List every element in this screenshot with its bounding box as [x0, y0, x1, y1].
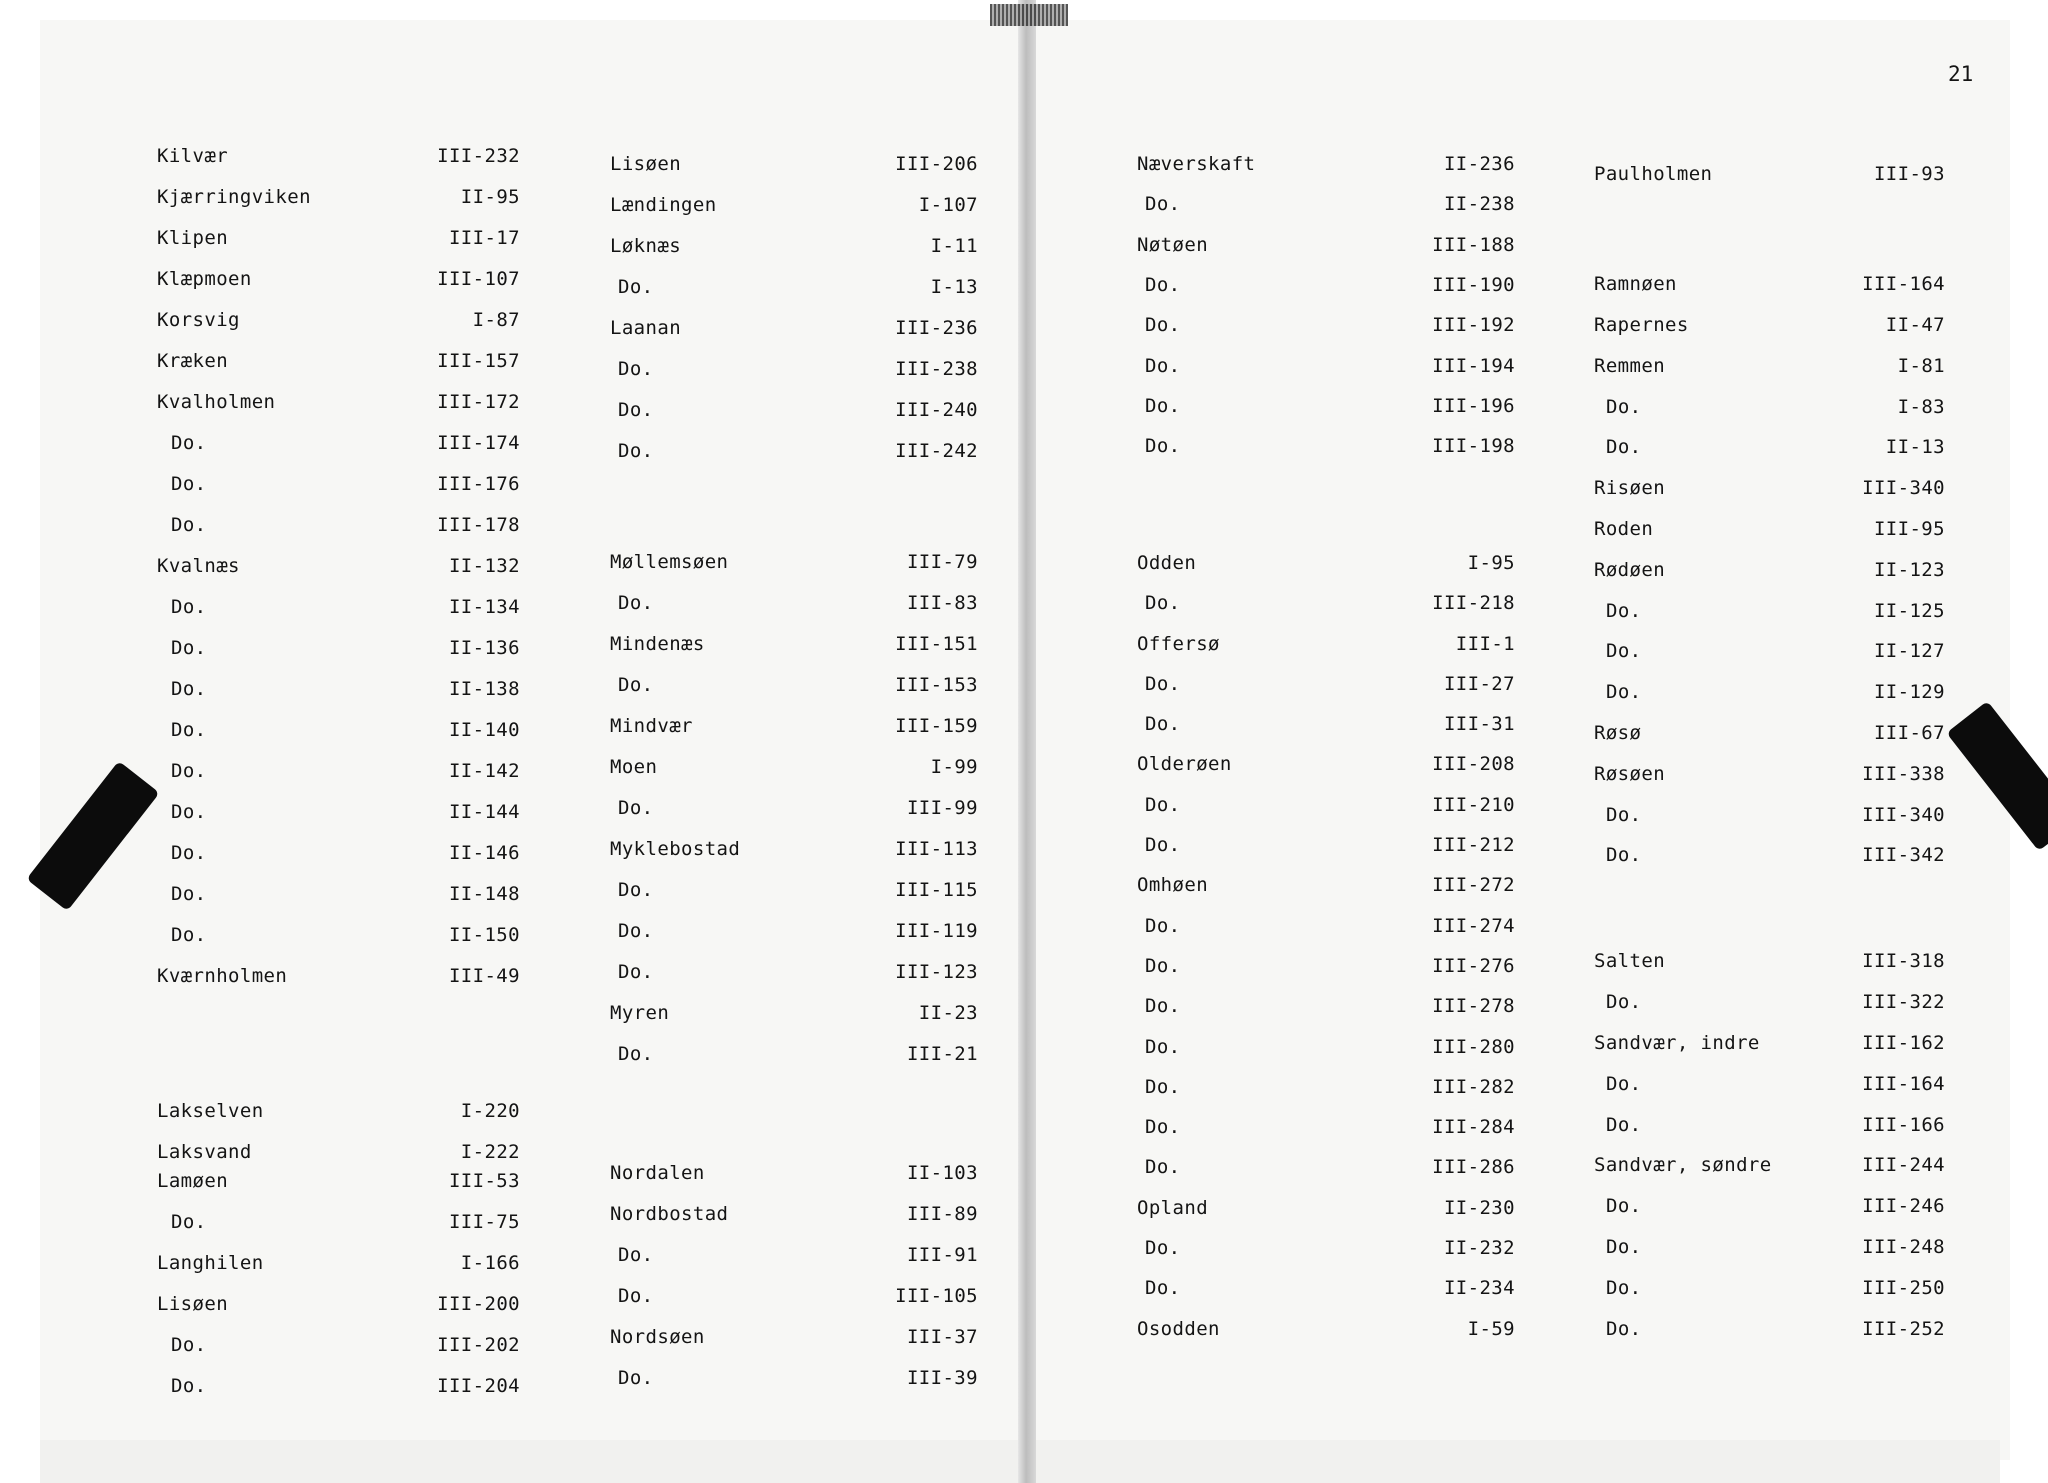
place-name: Do. [171, 924, 207, 946]
place-name: Do. [171, 1334, 207, 1356]
place-name: Nordbostad [610, 1203, 729, 1225]
volume-reference: I-83 [1897, 396, 1945, 418]
volume-reference: III-238 [895, 358, 978, 380]
place-name: Offersø [1137, 633, 1220, 655]
volume-reference: III-280 [1432, 1036, 1515, 1058]
place-name: Do. [1145, 673, 1181, 695]
place-name: Klipen [157, 227, 229, 249]
volume-reference: I-81 [1897, 355, 1945, 377]
place-name: Do. [1145, 1116, 1181, 1138]
place-name: Do. [1606, 1114, 1642, 1136]
volume-reference: III-79 [906, 551, 978, 573]
place-name: Myren [610, 1002, 670, 1024]
place-name: Kjærringviken [157, 186, 311, 208]
place-name: Do. [618, 399, 654, 421]
place-name: Do. [1145, 592, 1181, 614]
place-name: Do. [1606, 396, 1642, 418]
place-name: Do. [1145, 1277, 1181, 1299]
volume-reference: III-248 [1862, 1236, 1945, 1258]
volume-reference: III-340 [1862, 804, 1945, 826]
place-name: Osodden [1137, 1318, 1220, 1340]
volume-reference: III-274 [1432, 915, 1515, 937]
place-name: Olderøen [1137, 753, 1232, 775]
volume-reference: III-89 [906, 1203, 978, 1225]
volume-reference: III-27 [1443, 673, 1515, 695]
place-name: Do. [171, 842, 207, 864]
volume-reference: III-322 [1862, 991, 1945, 1013]
volume-reference: II-95 [460, 186, 520, 208]
place-name: Do. [1145, 1237, 1181, 1259]
volume-reference: II-129 [1873, 681, 1945, 703]
place-name: Do. [171, 760, 207, 782]
place-name: Do. [618, 1367, 654, 1389]
volume-reference: III-164 [1862, 273, 1945, 295]
volume-reference: I-59 [1467, 1318, 1515, 1340]
place-name: Do. [1145, 1156, 1181, 1178]
place-name: Do. [618, 440, 654, 462]
place-name: Opland [1137, 1197, 1209, 1219]
volume-reference: III-107 [437, 268, 520, 290]
volume-reference: III-1 [1455, 633, 1515, 655]
volume-reference: III-232 [437, 145, 520, 167]
place-name: Do. [618, 674, 654, 696]
volume-reference: I-13 [930, 276, 978, 298]
binding-clip [990, 4, 1068, 26]
volume-reference: III-236 [895, 317, 978, 339]
volume-reference: III-113 [895, 838, 978, 860]
place-name: Do. [1606, 844, 1642, 866]
place-name: Lændingen [610, 194, 717, 216]
place-name: Do. [1145, 193, 1181, 215]
place-name: Do. [171, 801, 207, 823]
volume-reference: II-232 [1443, 1237, 1515, 1259]
place-name: Kvalnæs [157, 555, 240, 577]
volume-reference: III-204 [437, 1375, 520, 1397]
volume-reference: III-83 [906, 592, 978, 614]
volume-reference: III-166 [1862, 1114, 1945, 1136]
book-gutter [1018, 0, 1036, 1483]
volume-reference: III-276 [1432, 955, 1515, 977]
volume-reference: III-252 [1862, 1318, 1945, 1340]
volume-reference: III-105 [895, 1285, 978, 1307]
volume-reference: II-144 [448, 801, 520, 823]
place-name: Do. [1606, 804, 1642, 826]
volume-reference: III-93 [1873, 163, 1945, 185]
volume-reference: III-174 [437, 432, 520, 454]
place-name: Do. [1606, 1236, 1642, 1258]
place-name: Sandvær, søndre [1594, 1154, 1772, 1176]
place-name: Do. [1606, 681, 1642, 703]
volume-reference: III-21 [906, 1043, 978, 1065]
volume-reference: III-246 [1862, 1195, 1945, 1217]
volume-reference: III-206 [895, 153, 978, 175]
place-name: Do. [171, 1211, 207, 1233]
volume-reference: III-190 [1432, 274, 1515, 296]
place-name: Myklebostad [610, 838, 741, 860]
volume-reference: III-53 [448, 1170, 520, 1192]
volume-reference: III-162 [1862, 1032, 1945, 1054]
place-name: Do. [171, 514, 207, 536]
place-name: Do. [171, 678, 207, 700]
volume-reference: III-318 [1862, 950, 1945, 972]
volume-reference: III-212 [1432, 834, 1515, 856]
place-name: Mindvær [610, 715, 693, 737]
volume-reference: III-194 [1432, 355, 1515, 377]
place-name: Do. [1145, 314, 1181, 336]
volume-reference: III-115 [895, 879, 978, 901]
volume-reference: III-192 [1432, 314, 1515, 336]
place-name: Risøen [1594, 477, 1666, 499]
place-name: Do. [618, 592, 654, 614]
place-name: Do. [1145, 955, 1181, 977]
volume-reference: III-17 [448, 227, 520, 249]
place-name: Laanan [610, 317, 682, 339]
volume-reference: III-99 [906, 797, 978, 819]
place-name: Do. [1606, 436, 1642, 458]
volume-reference: II-132 [448, 555, 520, 577]
volume-reference: II-13 [1885, 436, 1945, 458]
volume-reference: III-164 [1862, 1073, 1945, 1095]
volume-reference: II-138 [448, 678, 520, 700]
place-name: Do. [1145, 395, 1181, 417]
volume-reference: III-123 [895, 961, 978, 983]
volume-reference: II-238 [1443, 193, 1515, 215]
place-name: Do. [618, 879, 654, 901]
place-name: Nordalen [610, 1162, 705, 1184]
place-name: Mindenæs [610, 633, 705, 655]
place-name: Do. [171, 473, 207, 495]
volume-reference: III-208 [1432, 753, 1515, 775]
place-name: Do. [1145, 794, 1181, 816]
volume-reference: III-119 [895, 920, 978, 942]
volume-reference: III-342 [1862, 844, 1945, 866]
place-name: Lakselven [157, 1100, 264, 1122]
place-name: Do. [171, 719, 207, 741]
volume-reference: III-198 [1432, 435, 1515, 457]
place-name: Do. [171, 883, 207, 905]
place-name: Do. [1606, 1195, 1642, 1217]
volume-reference: III-196 [1432, 395, 1515, 417]
volume-reference: II-150 [448, 924, 520, 946]
volume-reference: III-75 [448, 1211, 520, 1233]
volume-reference: I-87 [472, 309, 520, 331]
volume-reference: II-47 [1885, 314, 1945, 336]
place-name: Salten [1594, 950, 1666, 972]
place-name: Sandvær, indre [1594, 1032, 1760, 1054]
place-name: Lisøen [610, 153, 682, 175]
place-name: Do. [1145, 834, 1181, 856]
volume-reference: I-11 [930, 235, 978, 257]
volume-reference: II-123 [1873, 559, 1945, 581]
place-name: Do. [1145, 995, 1181, 1017]
volume-reference: III-284 [1432, 1116, 1515, 1138]
volume-reference: III-200 [437, 1293, 520, 1315]
volume-reference: III-39 [906, 1367, 978, 1389]
volume-reference: I-107 [918, 194, 978, 216]
volume-reference: II-146 [448, 842, 520, 864]
volume-reference: II-236 [1443, 153, 1515, 175]
volume-reference: II-127 [1873, 640, 1945, 662]
place-name: Do. [618, 961, 654, 983]
volume-reference: I-166 [460, 1252, 520, 1274]
volume-reference: II-148 [448, 883, 520, 905]
place-name: Kvalholmen [157, 391, 276, 413]
place-name: Do. [618, 1285, 654, 1307]
volume-reference: III-176 [437, 473, 520, 495]
place-name: Møllemsøen [610, 551, 729, 573]
volume-reference: III-159 [895, 715, 978, 737]
place-name: Næverskaft [1137, 153, 1256, 175]
volume-reference: II-234 [1443, 1277, 1515, 1299]
volume-reference: III-188 [1432, 234, 1515, 256]
place-name: Do. [1606, 991, 1642, 1013]
place-name: Do. [1145, 713, 1181, 735]
place-name: Paulholmen [1594, 163, 1713, 185]
volume-reference: III-240 [895, 399, 978, 421]
place-name: Roden [1594, 518, 1654, 540]
place-name: Løknæs [610, 235, 682, 257]
place-name: Remmen [1594, 355, 1666, 377]
volume-reference: I-99 [930, 756, 978, 778]
place-name: Ramnøen [1594, 273, 1677, 295]
volume-reference: II-140 [448, 719, 520, 741]
scan-margin [0, 0, 40, 1483]
volume-reference: III-286 [1432, 1156, 1515, 1178]
place-name: Røsø [1594, 722, 1642, 744]
volume-reference: III-91 [906, 1244, 978, 1266]
place-name: Do. [171, 596, 207, 618]
volume-reference: I-95 [1467, 552, 1515, 574]
place-name: Do. [1606, 1073, 1642, 1095]
place-name: Do. [618, 1244, 654, 1266]
place-name: Do. [1145, 915, 1181, 937]
place-name: Nøtøen [1137, 234, 1209, 256]
volume-reference: III-210 [1432, 794, 1515, 816]
place-name: Odden [1137, 552, 1197, 574]
place-name: Do. [1145, 355, 1181, 377]
volume-reference: I-222 [460, 1141, 520, 1163]
place-name: Laksvand [157, 1141, 252, 1163]
page-number: 21 [1948, 62, 1974, 86]
volume-reference: III-272 [1432, 874, 1515, 896]
volume-reference: II-136 [448, 637, 520, 659]
place-name: Do. [171, 637, 207, 659]
place-name: Langhilen [157, 1252, 264, 1274]
place-name: Omhøen [1137, 874, 1209, 896]
volume-reference: III-338 [1862, 763, 1945, 785]
place-name: Røsøen [1594, 763, 1666, 785]
volume-reference: II-142 [448, 760, 520, 782]
place-name: Klæpmoen [157, 268, 252, 290]
volume-reference: III-67 [1873, 722, 1945, 744]
place-name: Rapernes [1594, 314, 1689, 336]
place-name: Nordsøen [610, 1326, 705, 1348]
place-name: Do. [1606, 640, 1642, 662]
place-name: Do. [171, 432, 207, 454]
place-name: Lisøen [157, 1293, 229, 1315]
volume-reference: III-49 [448, 965, 520, 987]
place-name: Do. [1145, 435, 1181, 457]
volume-reference: II-125 [1873, 600, 1945, 622]
place-name: Do. [618, 1043, 654, 1065]
place-name: Rødøen [1594, 559, 1666, 581]
place-name: Do. [618, 358, 654, 380]
volume-reference: II-134 [448, 596, 520, 618]
place-name: Do. [171, 1375, 207, 1397]
volume-reference: III-31 [1443, 713, 1515, 735]
place-name: Kværnholmen [157, 965, 288, 987]
volume-reference: III-244 [1862, 1154, 1945, 1176]
place-name: Kilvær [157, 145, 229, 167]
place-name: Do. [1606, 600, 1642, 622]
place-name: Korsvig [157, 309, 240, 331]
volume-reference: III-178 [437, 514, 520, 536]
place-name: Do. [1145, 1076, 1181, 1098]
volume-reference: III-218 [1432, 592, 1515, 614]
volume-reference: II-23 [918, 1002, 978, 1024]
place-name: Do. [1606, 1318, 1642, 1340]
volume-reference: III-202 [437, 1334, 520, 1356]
place-name: Do. [618, 797, 654, 819]
volume-reference: III-172 [437, 391, 520, 413]
place-name: Moen [610, 756, 658, 778]
place-name: Do. [618, 920, 654, 942]
volume-reference: III-242 [895, 440, 978, 462]
place-name: Lamøen [157, 1170, 229, 1192]
volume-reference: III-153 [895, 674, 978, 696]
volume-reference: III-278 [1432, 995, 1515, 1017]
volume-reference: III-340 [1862, 477, 1945, 499]
place-name: Do. [1145, 274, 1181, 296]
volume-reference: III-37 [906, 1326, 978, 1348]
place-name: Do. [1145, 1036, 1181, 1058]
volume-reference: III-250 [1862, 1277, 1945, 1299]
place-name: Kræken [157, 350, 229, 372]
place-name: Do. [1606, 1277, 1642, 1299]
volume-reference: II-103 [906, 1162, 978, 1184]
volume-reference: III-157 [437, 350, 520, 372]
place-name: Do. [618, 276, 654, 298]
volume-reference: III-151 [895, 633, 978, 655]
volume-reference: III-95 [1873, 518, 1945, 540]
volume-reference: III-282 [1432, 1076, 1515, 1098]
volume-reference: II-230 [1443, 1197, 1515, 1219]
volume-reference: I-220 [460, 1100, 520, 1122]
